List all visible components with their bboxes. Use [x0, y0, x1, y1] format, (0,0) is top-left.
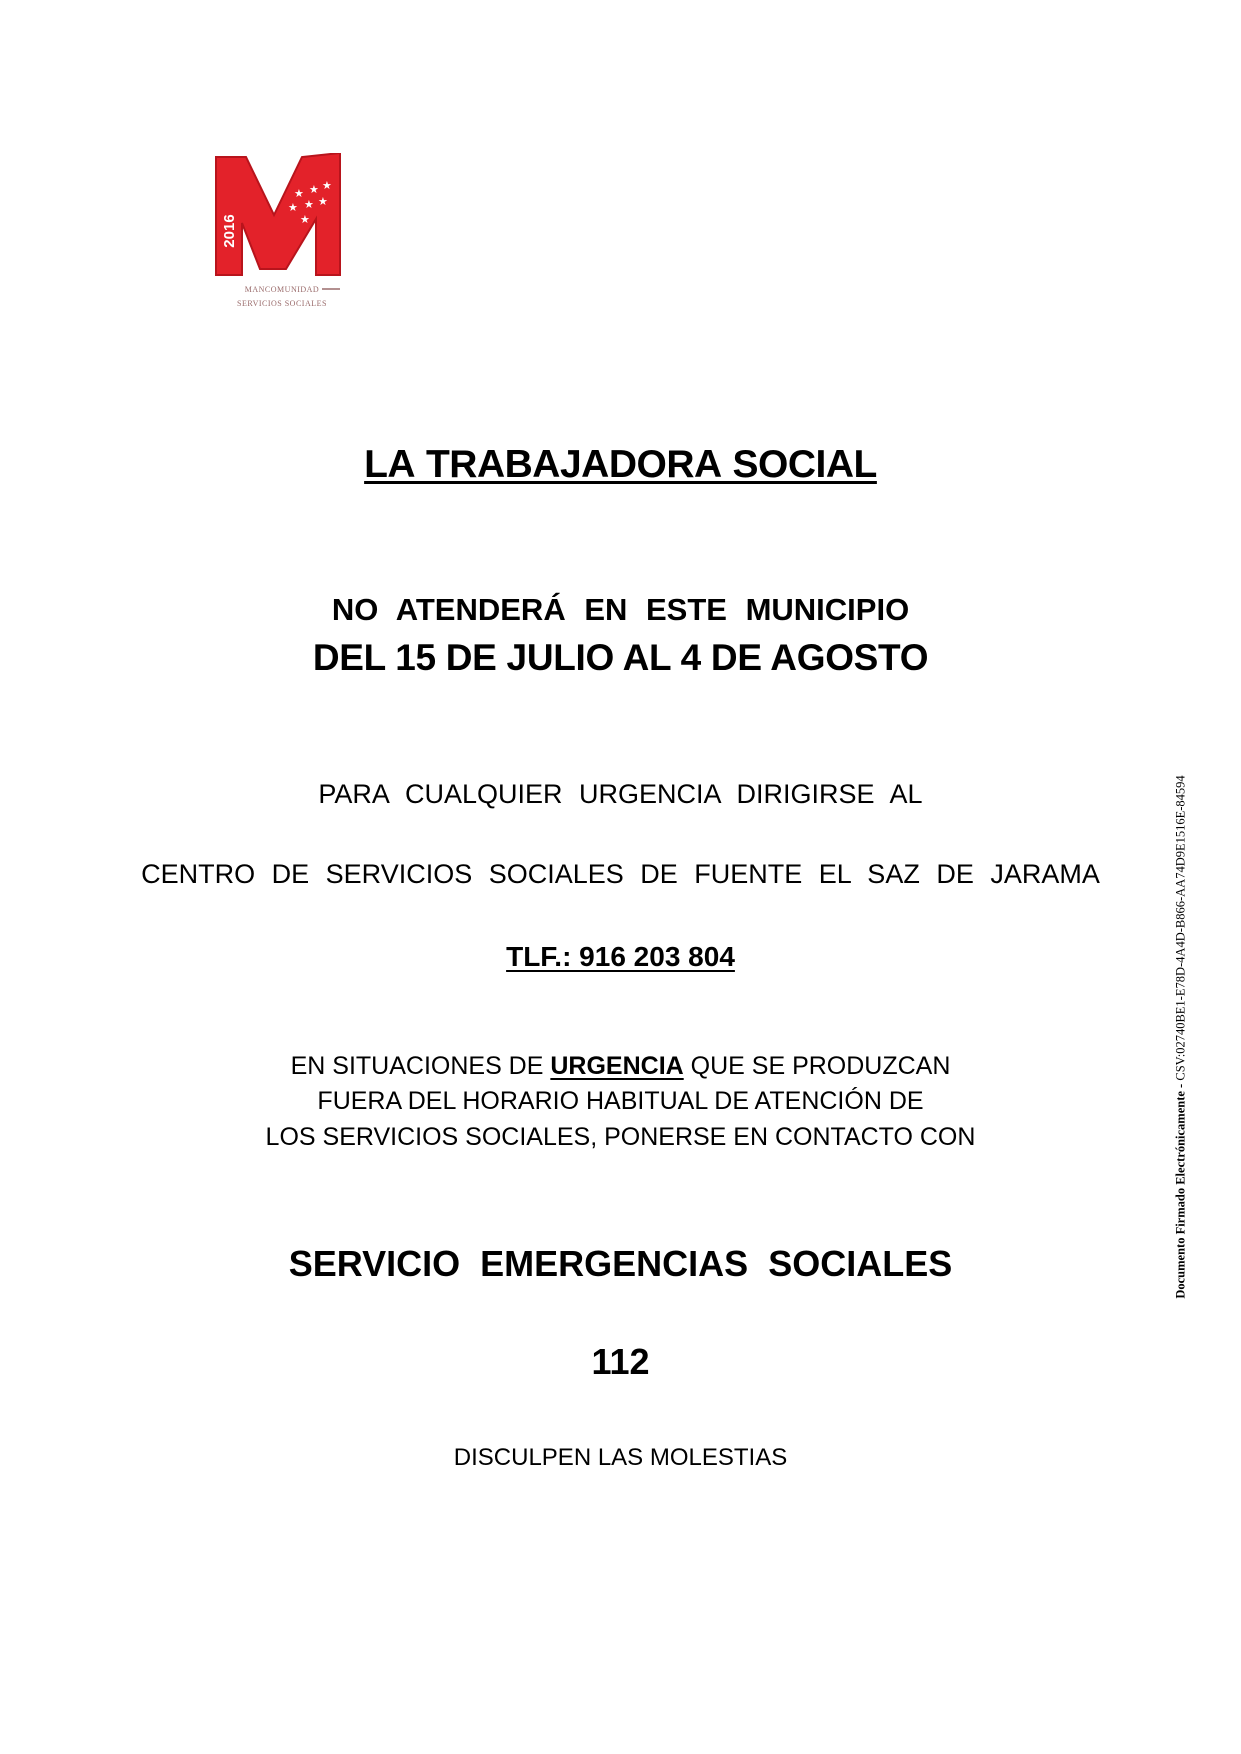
centro-servicios-sociales: CENTRO DE SERVICIOS SOCIALES DE FUENTE EL SAZ DE JARAMA	[141, 859, 1100, 889]
logo-m-shape	[216, 153, 340, 275]
urgencia-instruction: PARA CUALQUIER URGENCIA DIRIGIRSE AL	[318, 779, 923, 809]
situaciones-post: QUE SE PRODUZCAN	[683, 1052, 951, 1080]
logo-year: 2016	[221, 214, 238, 248]
phone-number: TLF.: 916 203 804	[506, 941, 735, 972]
fuera-horario-line: FUERA DEL HORARIO HABITUAL DE ATENCIÓN DE	[317, 1087, 924, 1115]
svg-text:★: ★	[322, 179, 332, 192]
dates-line: DEL 15 DE JULIO AL 4 DE AGOSTO	[312, 637, 929, 678]
situaciones-line	[0, 1052, 1241, 1081]
svg-text:★: ★	[288, 201, 298, 214]
notice-title: LA TRABAJADORA SOCIAL	[364, 443, 877, 486]
signature-separator: -	[1173, 1080, 1188, 1092]
urgencia-emphasis: URGENCIA	[550, 1052, 684, 1080]
signature-text	[1174, 775, 1189, 1298]
electronic-signature-stamp	[1167, 732, 1195, 1342]
signature-csv-code: CSV:02740BE1-E78D-4A4D-B866-AA74D9E1516E-84594	[1173, 775, 1188, 1081]
svg-text:★: ★	[309, 183, 319, 196]
svg-text:★: ★	[294, 187, 304, 200]
logo-caption-servicios-sociales: SERVICIOS SOCIALES	[237, 299, 327, 308]
logo-caption-mancomunidad: MANCOMUNIDAD	[244, 285, 320, 294]
svg-text:★: ★	[300, 213, 310, 226]
svg-text:★: ★	[318, 195, 328, 208]
svg-text:★: ★	[304, 198, 314, 211]
signature-label: Documento Firmado Electrónicamente	[1173, 1091, 1188, 1299]
emergency-number: 112	[591, 1341, 650, 1382]
disculpen-line: DISCULPEN LAS MOLESTIAS	[453, 1444, 788, 1471]
contacto-line: LOS SERVICIOS SOCIALES, PONERSE EN CONTACTO CON	[265, 1123, 976, 1151]
situaciones-pre: EN SITUACIONES DE	[290, 1052, 551, 1080]
servicio-emergencias-heading: SERVICIO EMERGENCIAS SOCIALES	[288, 1243, 953, 1284]
no-atendera-line: NO ATENDERÁ EN ESTE MUNICIPIO	[331, 592, 910, 627]
